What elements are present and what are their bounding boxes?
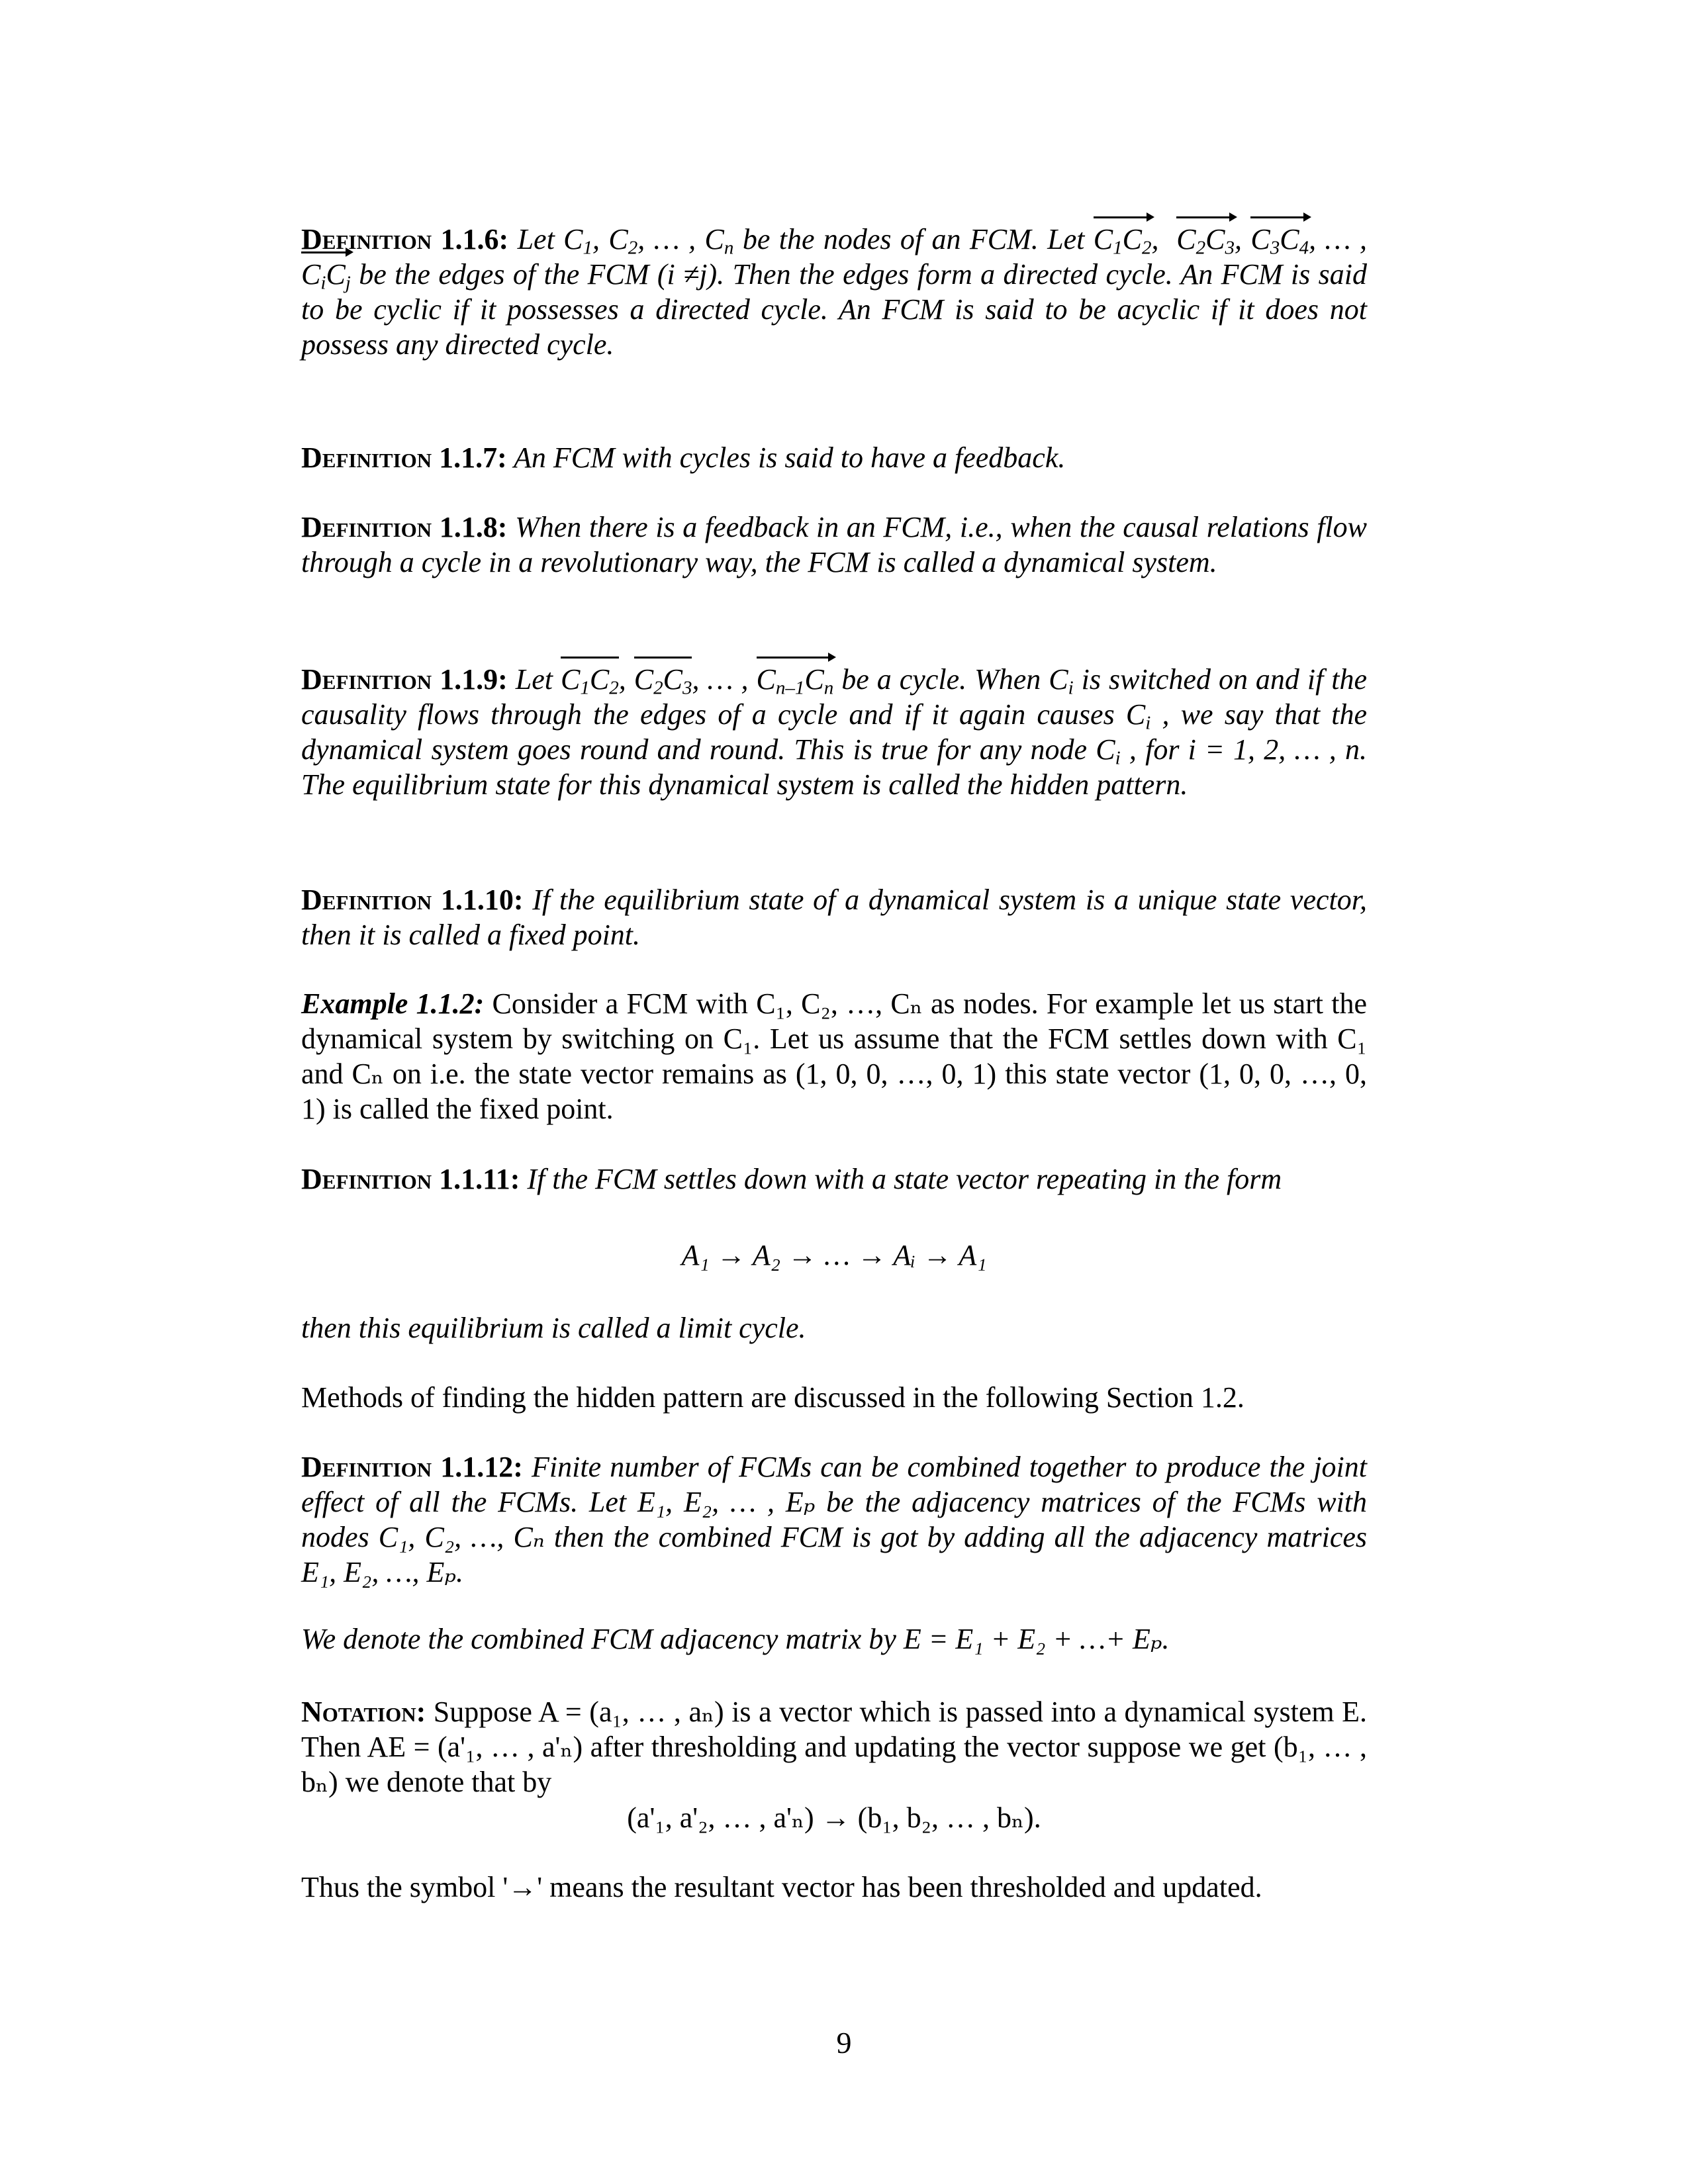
limit-cycle-formula: A₁ → A₂ → … → Aᵢ → A₁ xyxy=(681,1239,987,1271)
notation-label: Notation: xyxy=(301,1696,426,1728)
definition-1-1-12: Definition 1.1.12: Finite number of FCMs can be combined together to produce the joint effect of all the FCMs. Let E₁, E₂, … , Eₚ be the adjacency matrices of the FCMs with nodes C₁, C₂, …, Cₙ then the combined FCM is got by adding all the adjacency matrices E₁, E₂, …, Eₚ. xyxy=(301,1451,1368,1588)
definition-1-1-10: Definition 1.1.10: If the equilibrium state of a dynamical system is a unique state vector, then it is called a fixed point. xyxy=(301,884,1367,951)
thus-paragraph: Thus the symbol '→' means the resultant vector has been thresholded and updated. xyxy=(301,1871,1262,1903)
definition-label: Definition 1.1.11: xyxy=(301,1163,520,1195)
definition-label: Definition 1.1.10: xyxy=(301,884,524,916)
edge-cn-1cn: $C_{n-1}C_n$ xyxy=(757,662,834,697)
edge-cicj: $C_iC_j$ xyxy=(301,257,351,292)
edge-c1c2: $C_1C_2$ xyxy=(1094,222,1152,257)
definition-label: Definition 1.1.6: xyxy=(301,223,509,255)
definition-1-1-9: Definition 1.1.9: Let $C_1C_2$, $C_2C_3$, … , $C_{n-1}C_n$ be a cycle. When $C_i$ is switched on and if the causality flows through the edges of a cycle and if it again causes $C_i$ , we say that the dynamical system goes round and round. This is true for any node $C_i$ , for i = 1, 2, … , n. The equilibrium state for this dynamical system is called the hidden pattern. xyxy=(301,662,1367,802)
limit-cycle-sentence: then this equilibrium is called a limit cycle. xyxy=(301,1312,806,1344)
edge-c2c3: $C_2C_3$ xyxy=(634,662,692,697)
definition-label: Definition 1.1.9: xyxy=(301,663,508,696)
methods-paragraph: Methods of finding the hidden pattern are discussed in the following Section 1.2. xyxy=(301,1381,1244,1414)
definition-label: Definition 1.1.12: xyxy=(301,1451,523,1483)
definition-1-1-7: Definition 1.1.7: An FCM with cycles is said to have a feedback. xyxy=(301,441,1066,474)
edge-c2c3: $C_2C_3$ xyxy=(1176,222,1235,257)
definition-1-1-8: Definition 1.1.8: When there is a feedback in an FCM, i.e., when the causal relations flow through a cycle in a revolutionary way, the FCM is called a dynamical system. xyxy=(301,511,1368,578)
definition-1-1-11: Definition 1.1.11: If the FCM settles down with a state vector repeating in the form xyxy=(301,1163,1282,1195)
example-label: Example 1.1.2: xyxy=(301,987,485,1020)
page-number: 9 xyxy=(836,2026,852,2060)
combined-fcm-statement: We denote the combined FCM adjacency matrix by E = E₁ + E₂ + …+ Eₚ. xyxy=(301,1623,1170,1655)
example-1-1-2: Example 1.1.2: Consider a FCM with C₁, C₂, …, Cₙ as nodes. For example let us start the dynamical system by switching on C₁. Let us assume that the FCM settles down with C₁ and Cₙ on i.e. the state vector remains as (1, 0, 0, …, 0, 1) this state vector (1, 0, 0, …, 0, 1) is called the fixed point. xyxy=(301,987,1368,1125)
definition-label: Definition 1.1.8: xyxy=(301,511,508,543)
definition-1-1-6: Definition 1.1.6: Let $C_1$, $C_2$, … , $C_n$ be the nodes of an FCM. Let $C_1C_2$, $C_2C_3$, $C_3C_4$, … , $C_iC_j$ be the edges of the FCM (i ≠j). Then the edges form a directed cycle. An FCM is said to be cyclic if it possesses a directed cycle. An FCM is said to be acyclic if it does not possess any directed cycle. xyxy=(301,222,1367,362)
notation-paragraph: Notation: Suppose A = (a₁, … , aₙ) is a vector which is passed into a dynamical system E. Then AE = (a'₁, … , a'ₙ) after thresholding and updating the vector suppose we get (b₁, … , bₙ) we denote that by xyxy=(301,1696,1367,1798)
notation-formula: (a'₁, a'₂, … , a'ₙ) → (b₁, b₂, … , bₙ). xyxy=(627,1801,1041,1834)
definition-label: Definition 1.1.7: xyxy=(301,441,507,474)
edge-c3c4: $C_3C_4$ xyxy=(1250,222,1309,257)
edge-c1c2: $C_1C_2$ xyxy=(561,662,619,697)
